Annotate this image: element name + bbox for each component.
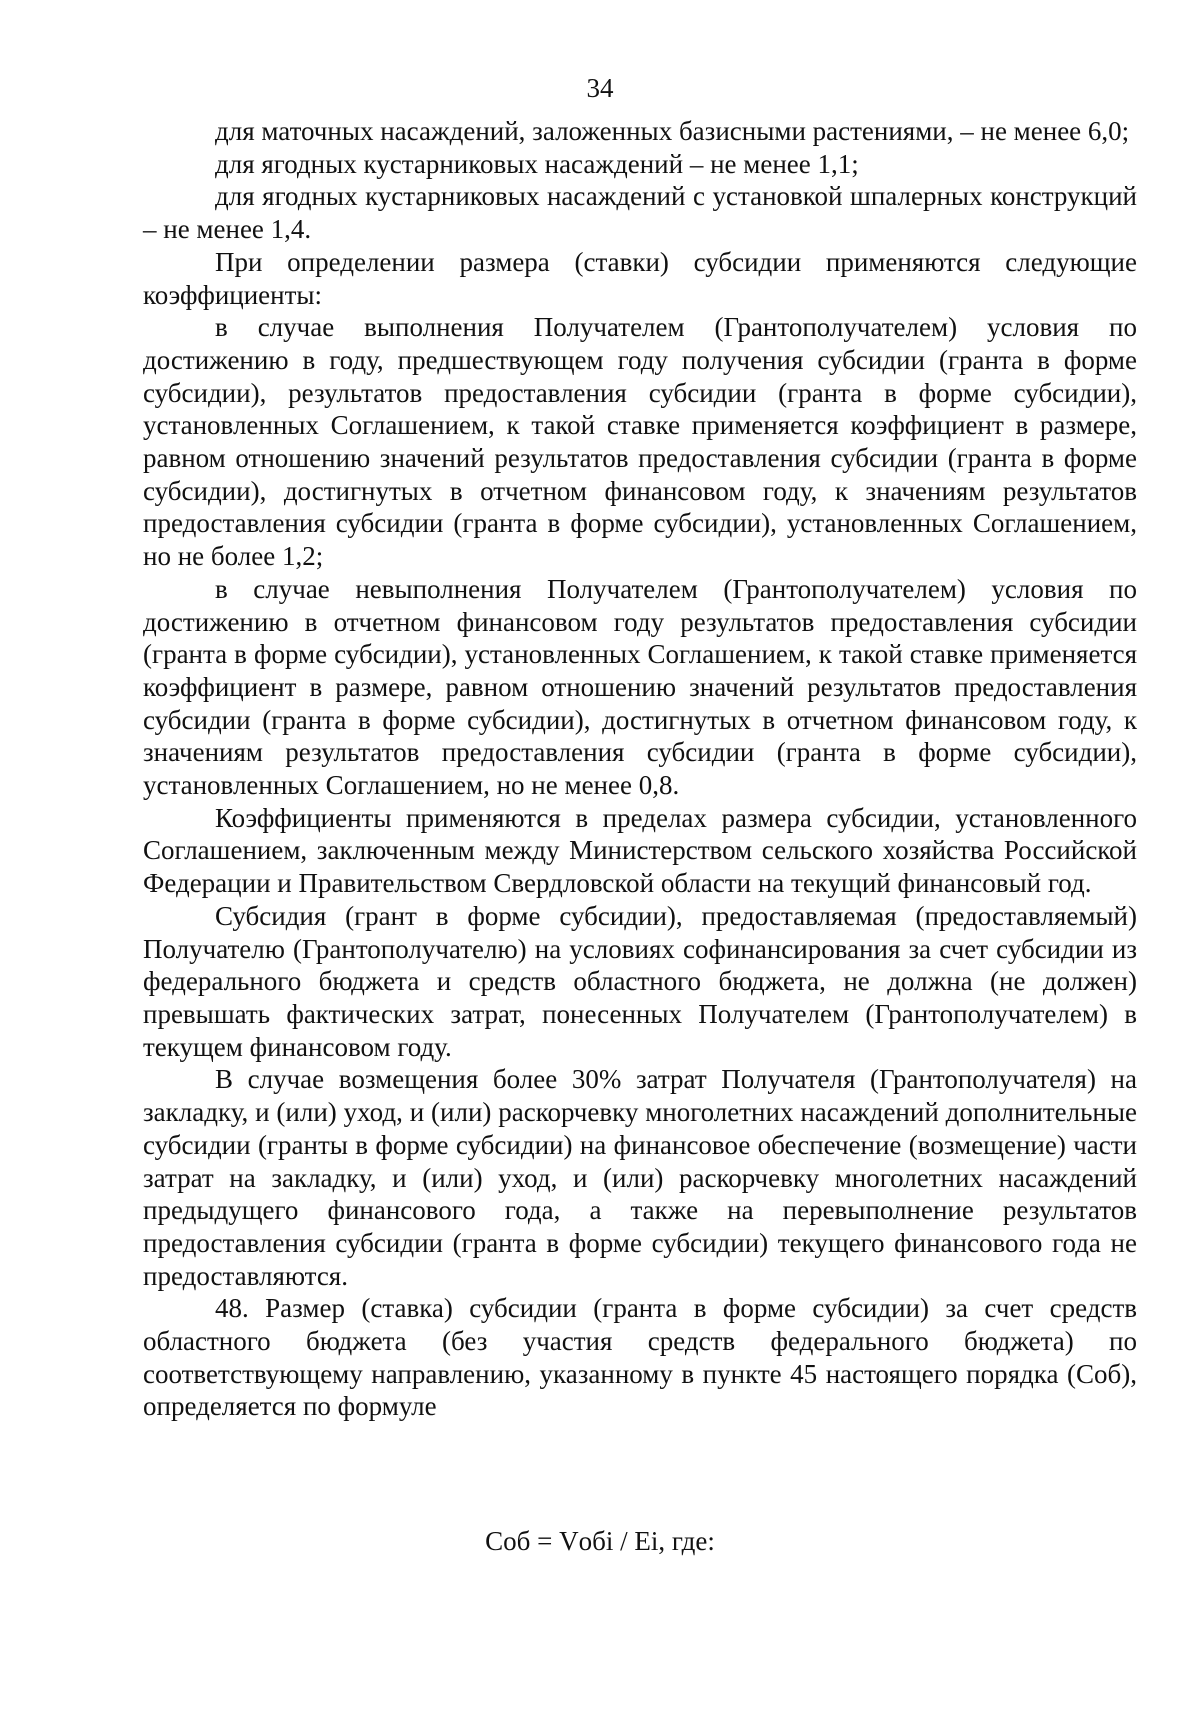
- paragraph-coefficient-limits: Коэффициенты применяются в пределах размера субсидии, установленного Соглашением, заключенным между Министерством сельского хозяйства Российской Федерации и Правительством Свердловской области на текущий финансовый год.: [143, 802, 1137, 899]
- paragraph-coefficients-intro: При определении размера (ставки) субсидии применяются следующие коэффициенты:: [143, 246, 1137, 310]
- paragraph-coefficient-unfulfilled: в случае невыполнения Получателем (Грантополучателем) условия по достижению в отчетном финансовом году результатов предоставления субсидии (гранта в форме субсидии), установленных Соглашением, к такой ставке применяется коэффициент в размере, равном отношению значений результатов предоставления субсидии (гранта в форме субсидии), достигнутых в отчетном финансовом году, к значениям результатов предоставления субсидии (гранта в форме субсидии), установленных Соглашением, но не менее 0,8.: [143, 573, 1137, 801]
- paragraph-coefficient-fulfilled: в случае выполнения Получателем (Грантополучателем) условия по достижению в году, предшествующем году получения субсидии (гранта в форме субсидии), результатов предоставления субсидии (гранта в форме субсидии), установленных Соглашением, к такой ставке применяется коэффициент в размере, равном отношению значений результатов предоставления субсидии (гранта в форме субсидии), достигнутых в отчетном финансовом году, к значениям результатов предоставления субсидии (гранта в форме субсидии), установленных Соглашением, но не более 1,2;: [143, 312, 1137, 572]
- paragraph-berry-bushes: для ягодных кустарниковых насаждений – не менее 1,1;: [215, 148, 859, 179]
- document-body: [143, 115, 1137, 1423]
- paragraph-48-rate: 48. Размер (ставка) субсидии (гранта в форме субсидии) за счет средств областного бюджета (без участия средств федерального бюджета) по соответствующему направлению, указанному в пункте 45 настоящего порядка (Соб), определяется по формуле: [143, 1293, 1137, 1422]
- paragraph-cofinancing: Субсидия (грант в форме субсидии), предоставляемая (предоставляемый) Получателю (Грантополучателю) на условиях софинансирования за счет субсидии из федерального бюджета и средств областного бюджета, не должна (не должен) превышать фактических затрат, понесенных Получателем (Грантополучателем) в текущем финансовом году.: [143, 900, 1137, 1062]
- page-number: 34: [586, 73, 614, 103]
- formula: Соб = Vобi / Ei, где:: [485, 1526, 715, 1556]
- paragraph-reimbursement: В случае возмещения более 30% затрат Получателя (Грантополучателя) на закладку, и (или) уход, и (или) раскорчевку многолетних насаждений дополнительные субсидии (гранты в форме субсидии) на финансовое обеспечение (возмещение) части затрат на закладку, и (или) уход, и (или) раскорчевку многолетних насаждений предыдущего финансового года, а также на перевыполнение результатов предоставления субсидии (гранта в форме субсидии) текущего финансового года не предоставляются.: [143, 1064, 1137, 1291]
- paragraph-mother-plantings: для маточных насаждений, заложенных базисными растениями, – не менее 6,0;: [215, 116, 1130, 146]
- paragraph-berry-bushes-trellis: для ягодных кустарниковых насаждений с установкой шпалерных конструкций – не менее 1,4.: [143, 181, 1137, 245]
